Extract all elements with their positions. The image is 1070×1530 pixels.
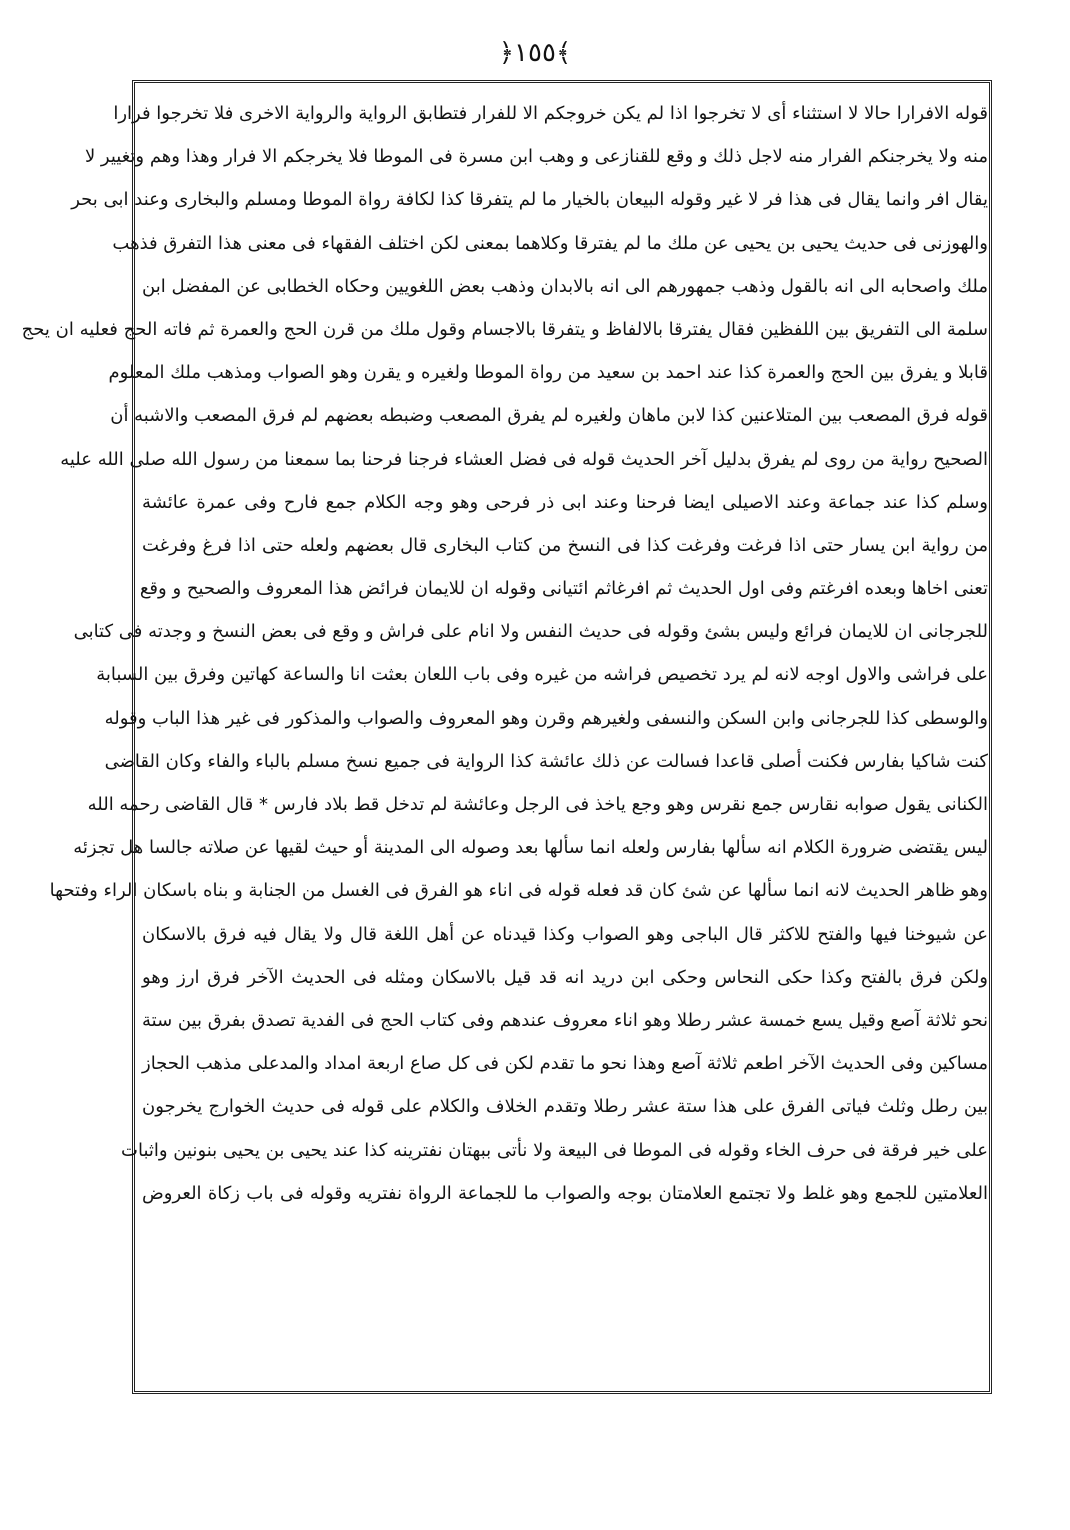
text-line: نحو ثلاثة آصع وقيل يسع خمسة عشر رطلا وهو اناء معروف عندهم وفى كتاب الحج فى الفدية تصدق بفرق بين ستة bbox=[142, 1009, 988, 1031]
text-line: كنت شاكيا بفارس فكنت أصلى قاعدا فسالت عن ذلك عائشة كذا الرواية فى جميع نسخ مسلم بالباء والفاء وكان القاضى bbox=[104, 750, 988, 772]
text-line: بين رطل وثلث فياتى الفرق على هذا ستة عشر رطلا وتقدم الخلاف والكلام على قوله فى حديث الخوارج يخرجون bbox=[142, 1096, 988, 1118]
text-line: والوسطى كذا للجرجانى وابن السكن والنسفى ولغيرهم وقرن وهو المعروف والصواب والمذكور فى غير هذا الباب وقوله bbox=[104, 707, 988, 729]
text-line bbox=[142, 1215, 988, 1258]
text-line: للجرجانى ان للايمان فرائع وليس بشئ وقوله فى حديث النفس ولا انام على فراش و وقع فى بعض النسخ و وجدته فى كتابى bbox=[73, 621, 988, 643]
text-line: من رواية ابن يسار حتى اذا فرغت وفرغت كذا فى النسخ من كتاب البخارى قال بعضهم ولعله حتى اذا فرغ وفرغت bbox=[142, 534, 988, 556]
text-line: قوله فرق المصعب بين المتلاعنين كذا لابن ماهان ولغيره لم يفرق المصعب وضبطه بعضهم لم فرق المصعب والاشبه أن bbox=[110, 405, 988, 427]
text-line: ملك واصحابه الى انه بالقول وذهب جمهورهم الى انه بالابدان وذهب بعض اللغويين وحكاه الخطابى عن المفضل ابن bbox=[142, 275, 988, 297]
text-line: مساكين وفى الحديث الآخر اطعم ثلاثة آصع وهذا نحو ما تقدم لكن فى كل صاع اربعة امداد والمدعلى مذهب الحجاز bbox=[142, 1053, 988, 1075]
text-line: الكنانى يقول صوابه نقارس جمع نقرس وهو وجع ياخذ فى الرجل وعائشة لم تدخل قط بلاد فارس * قال القاضى رحمه الله bbox=[87, 794, 988, 815]
text-line bbox=[142, 1301, 988, 1344]
text-line: وسلم كذا عند جماعة وعند الاصيلى ايضا فرحنا وعند ابى ذر فرحى وهو وجه الكلام جمع فارح وفى عمرة عائشة bbox=[142, 491, 988, 513]
text-line: الصحيح رواية من روى لم يفرق بدليل آخر الحديث قوله فى فضل العشاء فرجنا فرحنا بما سمعنا من رسول الله صلى الله عليه bbox=[60, 448, 988, 470]
text-line: وهو ظاهر الحديث لانه انما سألها عن شئ كان قد فعله قوله فى اناء هو الفرق فى الغسل من الجنابة و بناه باسكان الراء وفتحها bbox=[49, 880, 988, 902]
text-block bbox=[21, 92, 988, 1388]
text-line bbox=[142, 1258, 988, 1301]
text-line: سلمة الى التفريق بين اللفظين فقال يفترقا بالالفاظ و يتفرقا بالاجسام وقول ملك من قرن الحج والعمرة ثم فاته الحج فعليه ان يحج bbox=[21, 318, 988, 340]
text-line: ليس يقتضى ضرورة الكلام انه سألها بفارس ولعله انما سألها بعد وصوله الى المدينة أو حيث لقيها عن صلاته جالسا هل تجزئه bbox=[73, 837, 988, 859]
text-line: عن شيوخنا فيها والفتح للاكثر قال الباجى وهو الصواب وكذا قيدناه عن أهل اللغة قال ولا يقال فيه فرق بالاسكان bbox=[142, 923, 988, 945]
text-line bbox=[142, 1344, 988, 1387]
text-line: ولكن فرق بالفتح وكذا حكى النحاس وحكى ابن دريد انه قد قيل بالاسكان ومثله فى الحديث الآخر فرق ارز وهو bbox=[142, 966, 988, 988]
page-number: ﴿١٥٥﴾ bbox=[498, 38, 572, 68]
text-line: والهوزنى فى حديث يحيى بن يحيى عن ملك ما لم يفترقا وكلاهما بمعنى لكن اختلف الفقهاء فى معنى هذا التفرق فذهب bbox=[112, 232, 988, 254]
text-line: قابلا و يفرق بين الحج والعمرة كذا عند احمد بن سعيد من رواة الموطا ولغيره و يقرن وهو الصواب ومذهب ملك المعلوم bbox=[108, 362, 988, 384]
text-line: منه ولا يخرجنكم الفرار منه لاجل ذلك و وقع للقنازعى و وهب ابن مسرة فى الموطا فلا يخرجكم الا فرار وهذا وهم وتغيير لا bbox=[84, 146, 988, 168]
text-line: تعنى اخاها وبعده افرغتم وفى اول الحديث ثم افرغاثم ائتيانى وقوله ان للايمان فرائض هذا المعروف والصحيح و وقع bbox=[139, 578, 988, 600]
text-line: قوله الافرارا حالا لا استثناء أى لا تخرجوا اذا لم يكن خروجكم الا للفرار فتطابق الرواية والرواية الاخرى فلا تخرجوا فرارا bbox=[113, 103, 988, 124]
text-line: يقال افر وانما يقال فى هذا فر لا غير وقوله البيعان بالخيار ما لم يتفرقا كذا لكافة رواة الموطا ومسلم والبخارى وعند ابى بحر bbox=[71, 189, 988, 211]
text-line: على فراشى والاول اوجه لانه لم يرد تخصيص فراشه من غيره وفى باب اللعان بعثت انا والساعة كهاتين وفرق بين السبابة bbox=[96, 664, 988, 686]
text-line: على خير فرقة فى حرف الخاء وقوله فى الموطا فى البيعة ولا نأتى ببهتان نفترينه كذا عند يحيى بن يحيى بنونين واثبات bbox=[121, 1139, 988, 1161]
text-line: العلامتين للجمع وهو غلط ولا تجتمع العلامتان بوجه والصواب ما للجماعة الرواة نفتريه وقوله فى باب زكاة العروض bbox=[142, 1182, 988, 1204]
